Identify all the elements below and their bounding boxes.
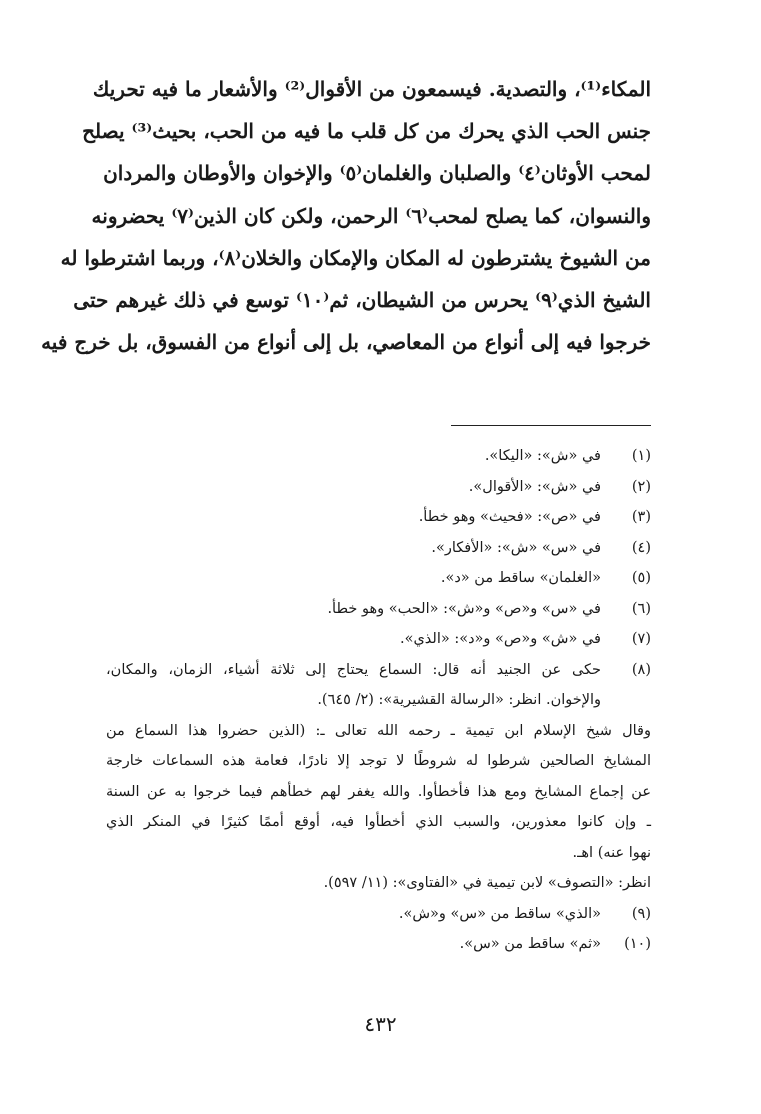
footnote-item: [106, 655, 651, 686]
footnote-number: (٥): [631, 570, 651, 586]
footnote-continuation: انظر: «التصوف» لابن تيمية في «الفتاوى»: (١١/ ٥٩٧).: [323, 875, 651, 891]
main-text-line: والنسوان، كما يصلح لمحب⁽٦⁾ الرحمن، ولكن كان الذين⁽٧⁾ يحضرونه: [91, 203, 651, 228]
footnote-text: «ثم» ساقط من «س».: [459, 936, 601, 952]
footnote-number: (٣): [631, 509, 651, 525]
footnote-continuation: وقال شيخ الإسلام ابن تيمية ـ رحمه الله تعالى ـ: (الذين حضروا هذا السماع من: [106, 722, 651, 739]
footnote-text: في «ص»: «فحيث» وهو خطأ.: [418, 509, 601, 525]
footnote-number: (٩): [631, 905, 651, 922]
main-text-line: لمحب الأوثان⁽٤⁾ والصلبان والغلمان⁽٥⁾ والإخوان والأوطان والمردان: [103, 161, 651, 186]
footnote-number: (٦): [631, 600, 651, 617]
footnote-text: «الغلمان» ساقط من «د».: [440, 570, 601, 586]
footnote-continuation: المشايخ الصالحين شرطوا له شروطًا لا توجد إلا نادرًا، فعامة هذه السماعات خارجة: [106, 753, 651, 769]
footnote-item: [106, 472, 651, 503]
footnotes: [106, 441, 651, 960]
footnote-continuation: والإخوان. انظر: «الرسالة القشيرية»: (٢/ ٦٤٥).: [317, 692, 601, 708]
footnote-item: [106, 899, 651, 930]
footnote-number: (٢): [631, 478, 651, 495]
main-text-line: من الشيوخ يشترطون له المكان والإمكان والخلان⁽٨⁾، وربما اشترطوا له: [60, 245, 651, 270]
footnote-number: (١): [631, 448, 651, 464]
footnote-separator: [451, 425, 651, 426]
footnote-item: [106, 563, 651, 594]
footnote-text: في «س» «ش»: «الأفكار».: [431, 539, 601, 556]
footnote-text: «الذي» ساقط من «س» و«ش».: [398, 905, 601, 922]
footnote-item: [106, 502, 651, 533]
footnote-number: (١٠): [624, 936, 651, 952]
footnote-item: [106, 441, 651, 472]
footnote-item: [106, 929, 651, 960]
footnote-continuation: ـ وإن كانوا معذورين، والسبب الذي أخطأوا فيه، أوقع أممًا كثيرًا في المنكر الذي: [106, 814, 651, 830]
footnote-number: (٨): [631, 661, 651, 678]
main-text-line: خرجوا فيه إلى أنواع من المعاصي، بل إلى أنواع من الفسوق، بل خرج فيه: [41, 330, 651, 355]
footnote-number: (٧): [631, 631, 651, 647]
page-number: ٤٣٢: [364, 1012, 397, 1036]
footnote-text: في «ش»: «اليكا».: [484, 448, 601, 464]
footnote-continuation: نهوا عنه) اهـ.: [572, 844, 651, 861]
footnote-text: في «س» و«ص» و«ش»: «الحب» وهو خطأ.: [327, 600, 601, 617]
footnote-text: في «ش» و«ص» و«د»: «الذي».: [399, 631, 601, 647]
main-text-line: الشيخ الذي⁽٩⁾ يحرس من الشيطان، ثم⁽١٠⁾ توسع في ذلك غيرهم حتى: [73, 287, 651, 312]
footnote-item: [106, 624, 651, 655]
footnote-text: في «ش»: «الأقوال».: [468, 478, 601, 495]
footnote-text: حكى عن الجنيد أنه قال: السماع يحتاج إلى ثلاثة أشياء، الزمان، والمكان،: [106, 661, 601, 678]
main-text-line: جنس الحب الذي يحرك من كل قلب ما فيه من الحب، بحيث⁽³⁾ يصلح: [82, 119, 651, 144]
footnote-number: (٤): [631, 539, 651, 556]
footnote-item: [106, 533, 651, 564]
main-text-line: المكاء⁽¹⁾، والتصدية. فيسمعون من الأقوال⁽²⁾ والأشعار ما فيه تحريك: [92, 77, 651, 101]
footnote-item: [106, 594, 651, 625]
footnote-continuation: عن إجماع المشايخ ومع هذا فأخطأوا. والله يغفر لهم خطأهم فيما خرجوا به عن السنة: [106, 783, 651, 800]
main-text: [41, 68, 651, 363]
